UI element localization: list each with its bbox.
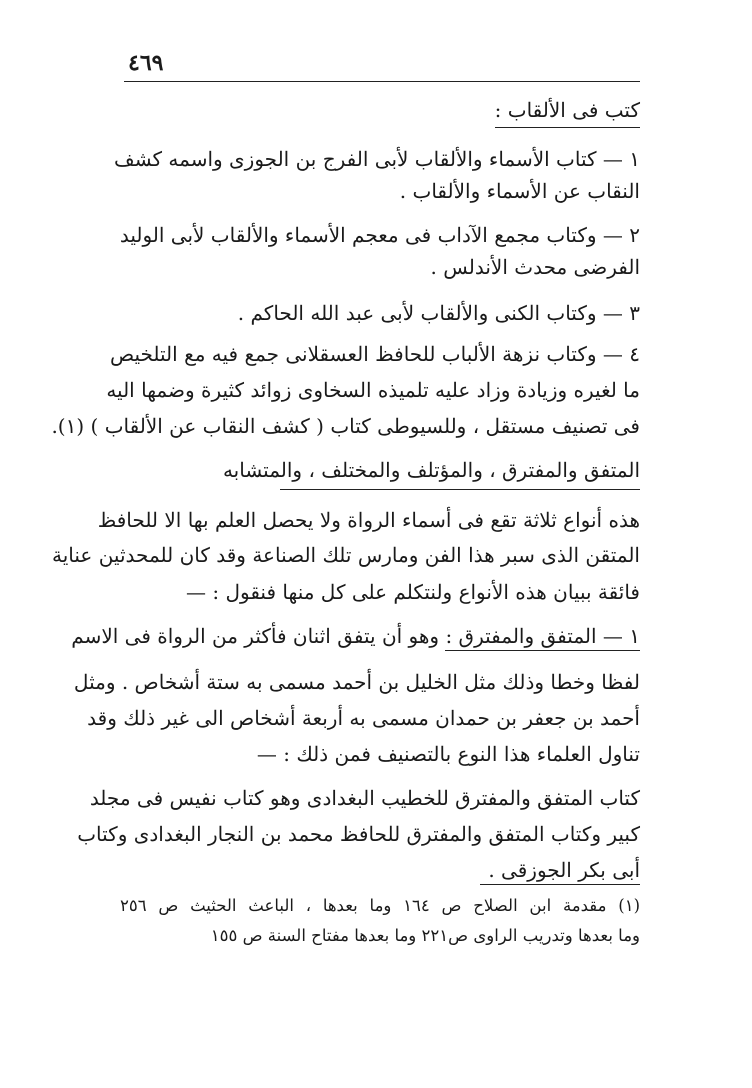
section-heading-titles: [120, 96, 640, 128]
books-line-2: كبير وكتاب المتفق والمفترق للحافظ محمد بن النجار البغدادى وكتاب: [77, 822, 640, 846]
item-4-line-2: ما لغيره وزيادة وزاد عليه تلميذه السخاوى زوائد كثيرة وضمها اليه: [106, 378, 640, 402]
books-line-3: أبى بكر الجوزقى .: [488, 858, 640, 882]
intro-line-2: المتقن الذى سبر هذا الفن ومارس تلك الصناعة وقد كان للمحدثين عناية: [52, 543, 640, 567]
footnote-line-2: وما بعدها وتدريب الراوى ص٢٢١ وما بعدها مفتاح السنة ص ١٥٥: [210, 926, 640, 945]
item-2-line-1: ٢ — وكتاب مجمع الآداب فى معجم الأسماء والألقاب لأبى الوليد: [119, 223, 640, 247]
item-4-line-3: فى تصنيف مستقل ، وللسيوطى كتاب ( كشف النقاب عن الألقاب ) (١).: [51, 414, 640, 438]
books-line-1: كتاب المتفق والمفترق للخطيب البغدادى وهو كتاب نفيس فى مجلد: [89, 786, 640, 810]
definition-line-2: لفظا وخطا وذلك مثل الخليل بن أحمد مسمى به ستة أشخاص . ومثل: [73, 670, 640, 694]
section-heading-muttafiq: المتفق والمفترق ، والمؤتلف والمختلف ، والمتشابه: [222, 458, 640, 482]
item-4-line-1: ٤ — وكتاب نزهة الألباب للحافظ العسقلانى جمع فيه مع التلخيص: [109, 342, 640, 366]
intro-line-3: فائقة ببيان هذه الأنواع ولنتكلم على كل منها فنقول : —: [186, 580, 640, 604]
definition-line-4: تناول العلماء هذا النوع بالتصنيف فمن ذلك : —: [256, 742, 640, 766]
page-number: ٤٦٩: [128, 50, 164, 76]
item-1-line-1: ١ — كتاب الأسماء والألقاب لأبى الفرج بن الجوزى واسمه كشف: [113, 147, 640, 171]
heading-rule: [280, 489, 640, 490]
header-rule: [124, 81, 640, 82]
item-3-line-1: ٣ — وكتاب الكنى والألقاب لأبى عبد الله الحاكم .: [237, 301, 640, 325]
item-2-line-2: الفرضى محدث الأندلس .: [430, 255, 640, 279]
definition-text: وهو أن يتفق اثنان فأكثر من الرواة فى الاسم: [71, 624, 446, 648]
definition-term: ١ — المتفق والمفترق :: [445, 624, 640, 651]
intro-line-1: هذه أنواع ثلاثة تقع فى أسماء الرواة ولا يحصل العلم بها الا للحافظ: [97, 508, 640, 532]
footnote-rule: [480, 884, 640, 885]
item-1-line-2: النقاب عن الأسماء والألقاب .: [399, 179, 640, 203]
heading-text: كتب فى الألقاب :: [495, 96, 640, 128]
definition-line-3: أحمد بن جعفر بن حمدان مسمى به أربعة أشخاص الى غير ذلك وقد: [87, 706, 640, 730]
definition-line-1: [71, 622, 640, 650]
footnote-line-1: (١) مقدمة ابن الصلاح ص ١٦٤ وما بعدها ، الباعث الحثيث ص ٢٥٦: [120, 896, 640, 915]
